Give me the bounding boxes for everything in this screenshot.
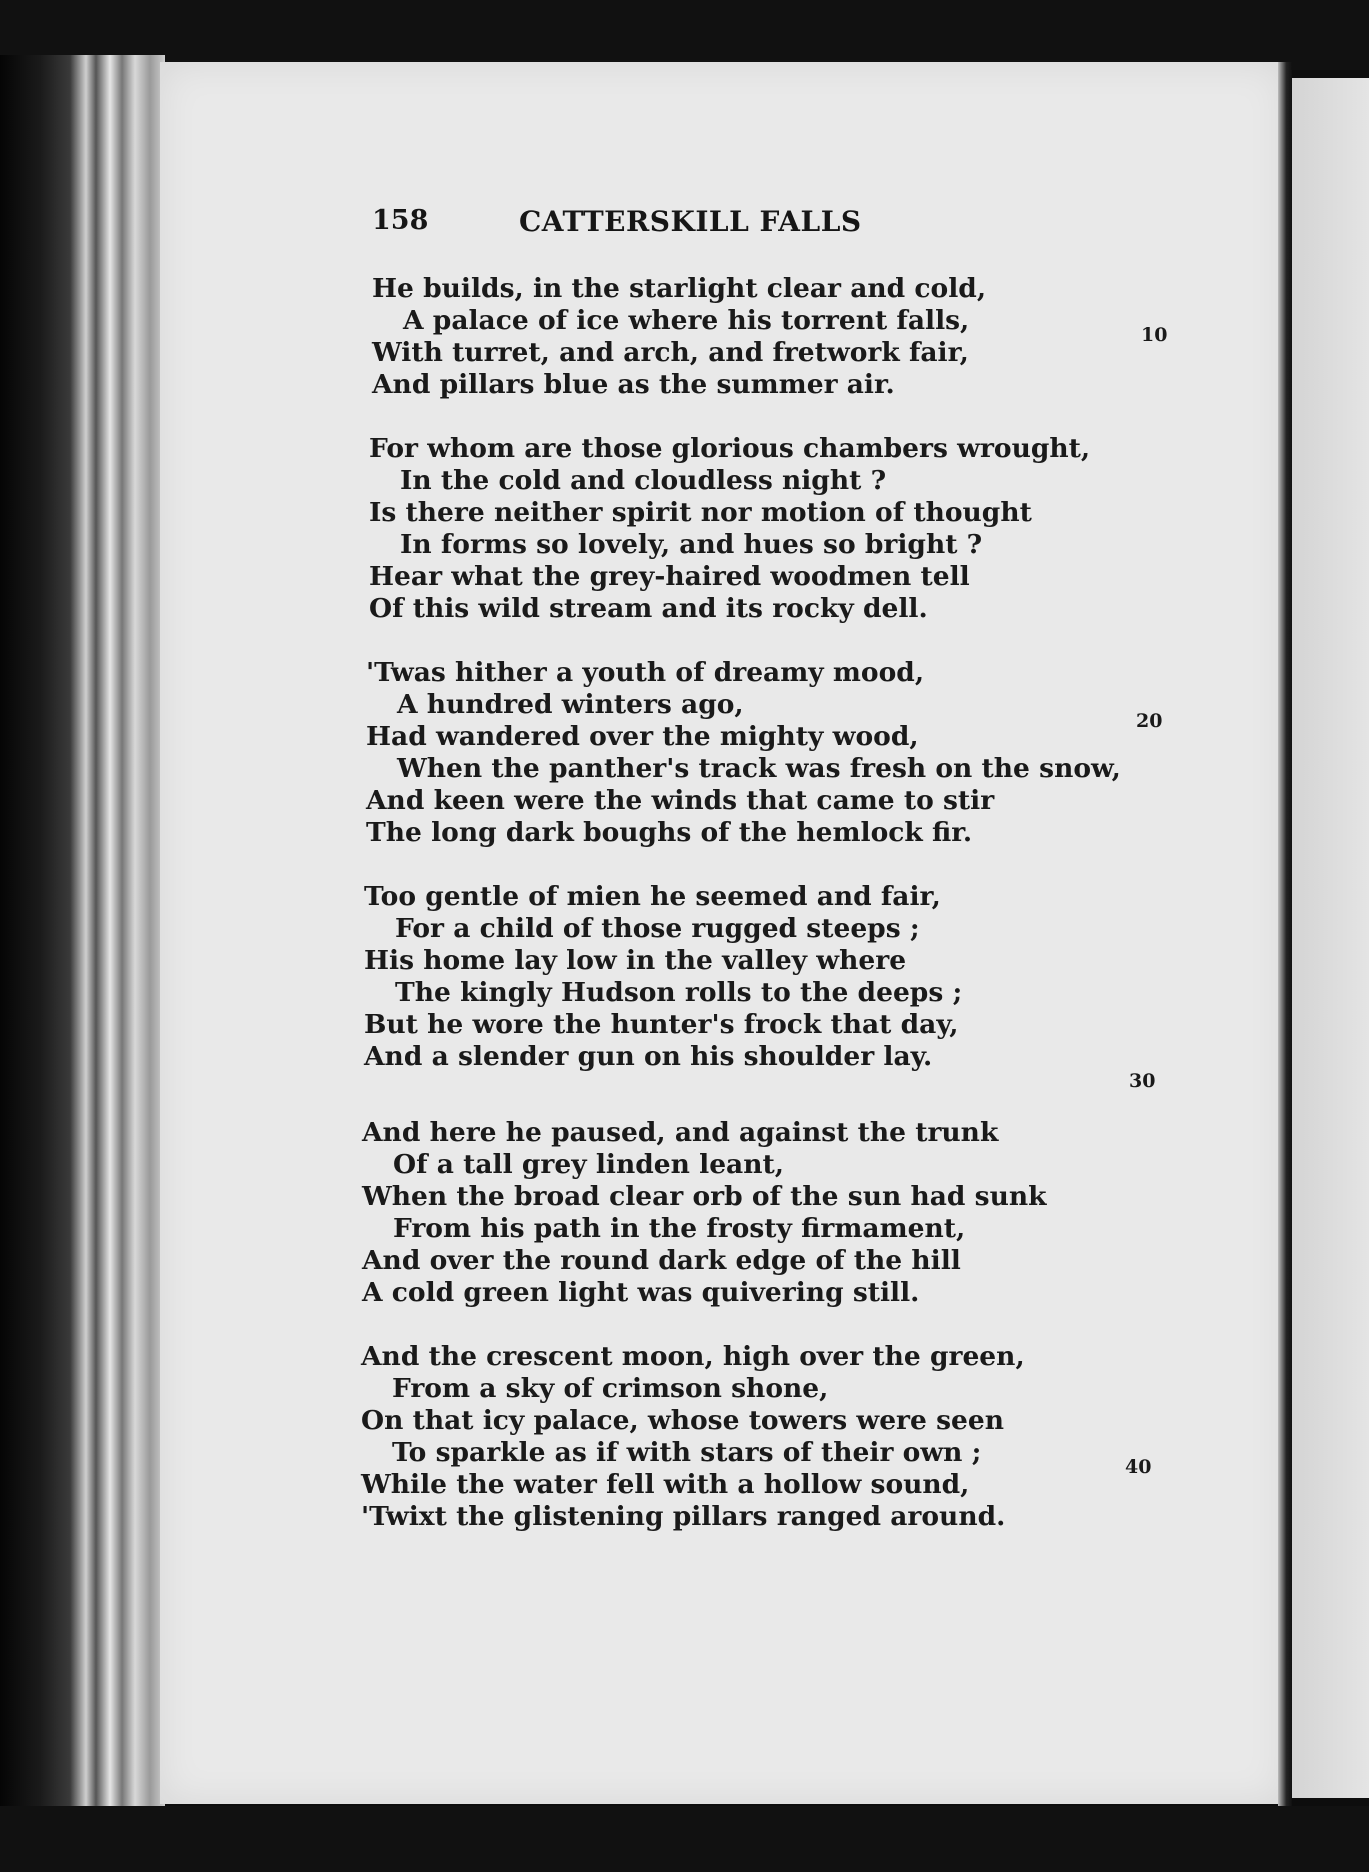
poem-line: In forms so lovely, and hues so bright ? <box>400 529 983 560</box>
poem-line: Had wandered over the mighty wood, <box>366 721 919 752</box>
scan-top-border <box>0 0 1369 70</box>
poem-line: A hundred winters ago, <box>397 689 744 720</box>
poem-line: He builds, in the starlight clear and cold, <box>372 273 987 304</box>
poem-line: In the cold and cloudless night ? <box>400 465 887 496</box>
poem-line: From a sky of crimson shone, <box>392 1373 829 1404</box>
line-number: 40 <box>1125 1456 1152 1478</box>
page-title: CATTERSKILL FALLS <box>519 205 862 238</box>
line-number: 10 <box>1141 324 1168 346</box>
poem-line: The long dark boughs of the hemlock fir. <box>366 817 973 848</box>
poem-line: When the panther's track was fresh on the snow, <box>397 753 1121 784</box>
poem-line: For whom are those glorious chambers wrought, <box>369 433 1091 464</box>
poem-line: When the broad clear orb of the sun had sunk <box>362 1181 1047 1212</box>
poem-line: To sparkle as if with stars of their own ; <box>392 1437 982 1468</box>
poem-line: A cold green light was quivering still. <box>362 1277 920 1308</box>
poem-line: And the crescent moon, high over the green, <box>361 1341 1025 1372</box>
poem-line: But he wore the hunter's frock that day, <box>364 1009 959 1040</box>
poem-line: From his path in the frosty firmament, <box>393 1213 966 1244</box>
poem-line: On that icy palace, whose towers were seen <box>361 1405 1005 1436</box>
poem-line: And here he paused, and against the trunk <box>362 1117 999 1148</box>
poem-line: Of this wild stream and its rocky dell. <box>369 593 928 624</box>
scan-bottom-border <box>0 1806 1369 1872</box>
poem-line: And keen were the winds that came to stir <box>366 785 995 816</box>
poem-line: While the water fell with a hollow sound, <box>361 1469 970 1500</box>
poem-line: With turret, and arch, and fretwork fair, <box>372 337 969 368</box>
poem-line: Of a tall grey linden leant, <box>393 1149 784 1180</box>
page-number: 158 <box>372 205 429 236</box>
poem-line: And a slender gun on his shoulder lay. <box>364 1041 933 1072</box>
poem-line: A palace of ice where his torrent falls, <box>403 305 970 336</box>
poem-line: 'Twixt the glistening pillars ranged around. <box>361 1501 1006 1532</box>
poem-line: And over the round dark edge of the hill <box>362 1245 961 1276</box>
poem-line: For a child of those rugged steeps ; <box>395 913 920 944</box>
poem-line: His home lay low in the valley where <box>364 945 907 976</box>
poem-line: The kingly Hudson rolls to the deeps ; <box>395 977 963 1008</box>
line-number: 30 <box>1129 1070 1156 1092</box>
line-number: 20 <box>1136 710 1163 732</box>
poem-line: 'Twas hither a youth of dreamy mood, <box>366 657 925 688</box>
running-head <box>0 205 1369 245</box>
poem-text <box>0 270 1369 1560</box>
poem-line: And pillars blue as the summer air. <box>372 369 895 400</box>
poem-line: Hear what the grey-haired woodmen tell <box>369 561 970 592</box>
poem-line: Is there neither spirit nor motion of thought <box>369 497 1032 528</box>
poem-line: Too gentle of mien he seemed and fair, <box>364 881 941 912</box>
